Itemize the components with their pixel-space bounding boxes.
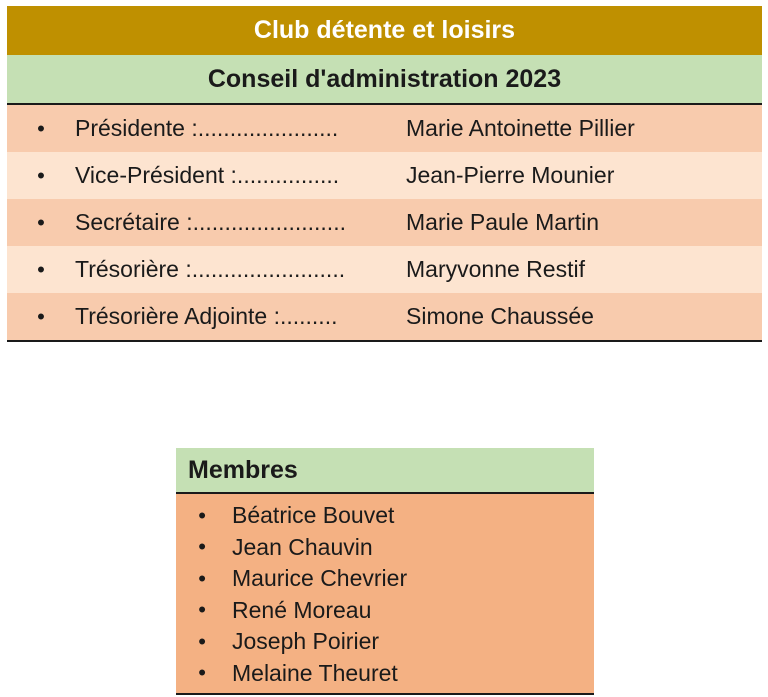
list-item bbox=[176, 595, 594, 627]
board-table bbox=[7, 6, 762, 342]
members-title: Membres bbox=[176, 448, 594, 494]
bullet-icon: • bbox=[198, 597, 206, 623]
members-table bbox=[176, 448, 594, 695]
club-title: Club détente et loisirs bbox=[7, 6, 762, 55]
role-label: Trésorière :........................ bbox=[75, 256, 346, 282]
person-name: Maryvonne Restif bbox=[406, 256, 585, 282]
role-label: Vice-Président :................ bbox=[75, 162, 340, 188]
bullet-icon: • bbox=[198, 628, 206, 654]
list-item bbox=[176, 658, 594, 690]
person-name: Simone Chaussée bbox=[406, 303, 594, 329]
member-name: Maurice Chevrier bbox=[232, 565, 408, 592]
list-item bbox=[176, 500, 594, 532]
member-name: Béatrice Bouvet bbox=[232, 502, 395, 529]
role-label: Présidente :...................... bbox=[75, 115, 339, 141]
bullet-icon: • bbox=[37, 209, 45, 235]
bullet-icon: • bbox=[37, 115, 45, 141]
board-row-president bbox=[7, 105, 762, 152]
board-title: Conseil d'administration 2023 bbox=[7, 55, 762, 105]
bullet-icon: • bbox=[37, 303, 45, 329]
role-label: Trésorière Adjointe :......... bbox=[75, 303, 338, 329]
bullet-icon: • bbox=[198, 660, 206, 686]
member-name: Melaine Theuret bbox=[232, 659, 398, 686]
member-name: René Moreau bbox=[232, 596, 372, 623]
bullet-icon: • bbox=[198, 534, 206, 560]
list-item bbox=[176, 563, 594, 595]
member-name: Jean Chauvin bbox=[232, 533, 373, 560]
members-list bbox=[176, 494, 594, 695]
person-name: Jean-Pierre Mounier bbox=[406, 162, 615, 188]
person-name: Marie Antoinette Pillier bbox=[406, 115, 635, 141]
role-label: Secrétaire :........................ bbox=[75, 209, 346, 235]
person-name: Marie Paule Martin bbox=[406, 209, 600, 235]
board-rows bbox=[7, 105, 762, 342]
list-item bbox=[176, 626, 594, 658]
board-row-secretary bbox=[7, 199, 762, 246]
list-item bbox=[176, 532, 594, 564]
bullet-icon: • bbox=[198, 502, 206, 528]
bullet-icon: • bbox=[37, 162, 45, 188]
bullet-icon: • bbox=[198, 565, 206, 591]
board-row-assistant-treasurer bbox=[7, 293, 762, 340]
board-row-vice-president bbox=[7, 152, 762, 199]
bullet-icon: • bbox=[37, 256, 45, 282]
member-name: Joseph Poirier bbox=[232, 628, 380, 655]
board-row-treasurer bbox=[7, 246, 762, 293]
